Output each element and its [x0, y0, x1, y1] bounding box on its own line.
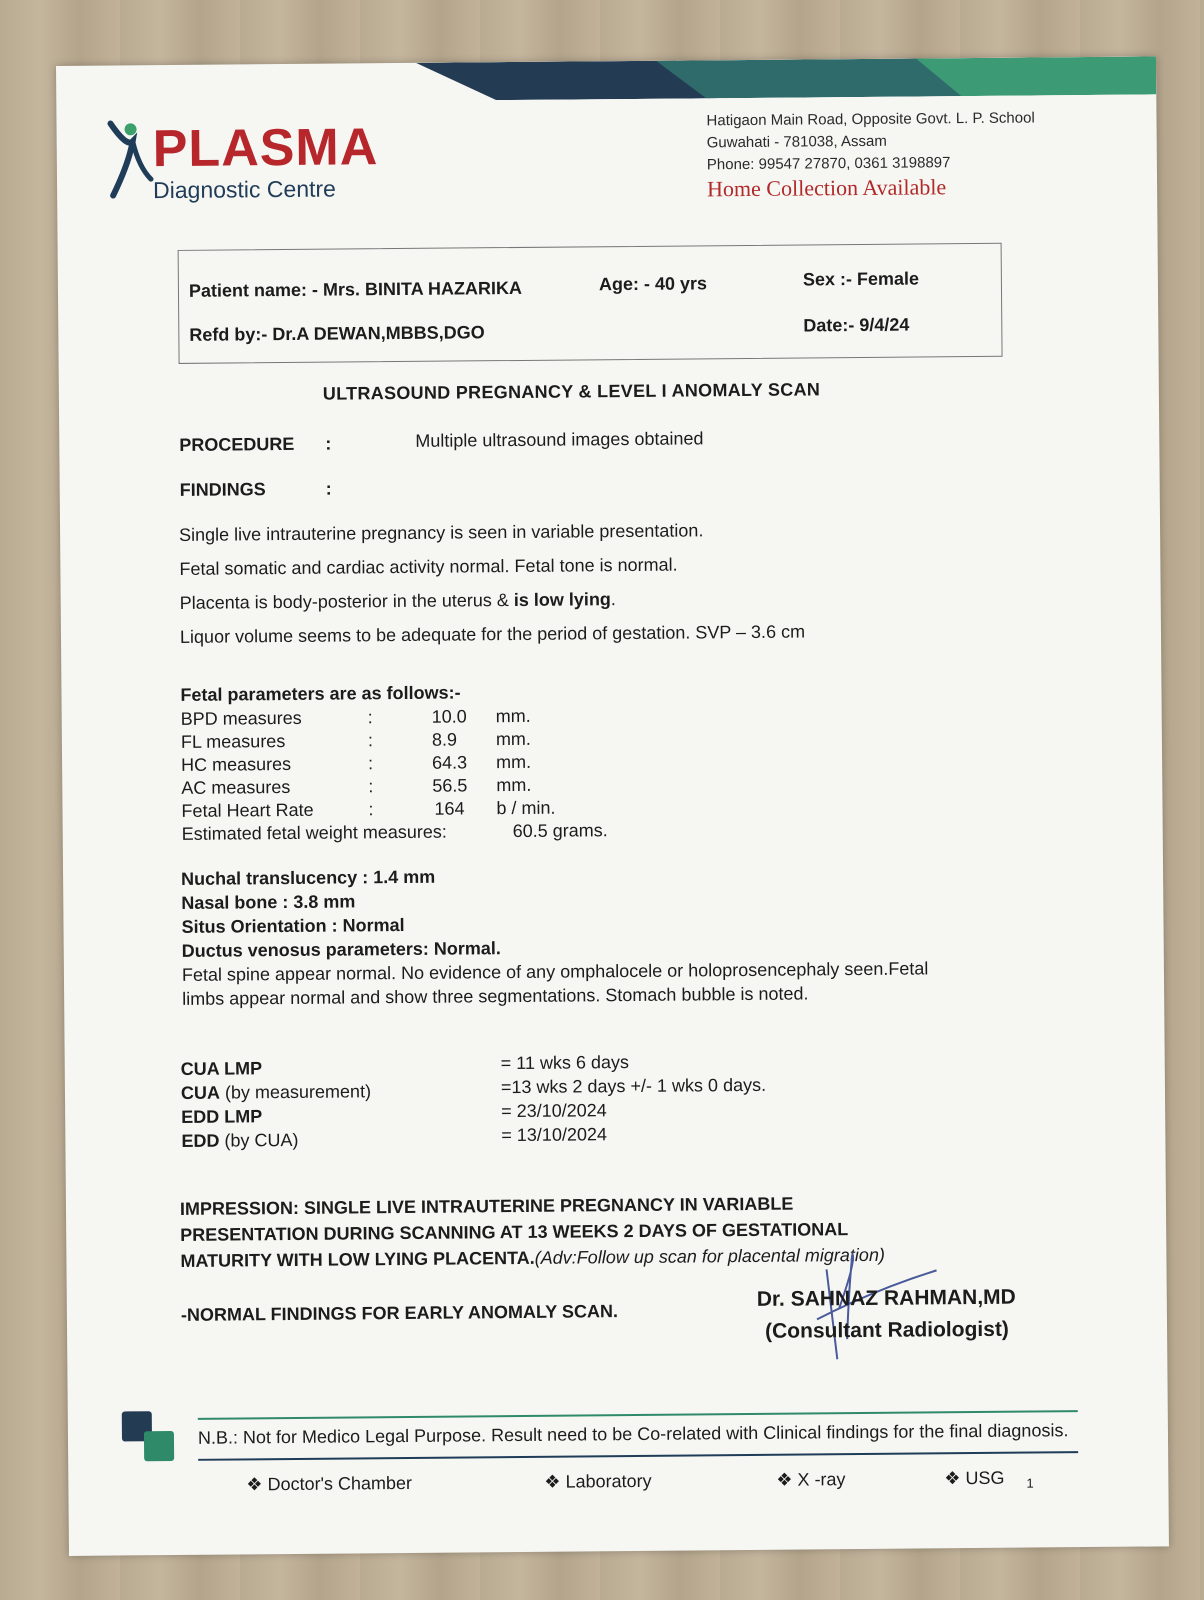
impression-line-3	[180, 1245, 885, 1272]
param-value: 164	[434, 798, 465, 819]
date-label-bold: EDD	[181, 1130, 220, 1151]
period-text: .	[610, 589, 616, 610]
service-label: Laboratory	[565, 1470, 652, 1492]
signature-block	[757, 1286, 1016, 1344]
patient-sex: Sex :- Female	[802, 268, 920, 290]
finding-line: Fetal somatic and cardiac activity normal. Fetal tone is normal.	[179, 554, 678, 579]
doctor-role: (Consultant Radiologist)	[764, 1317, 1009, 1343]
param-value: 10.0	[431, 706, 467, 727]
param-colon: :	[368, 799, 374, 820]
param-name: HC measures	[181, 753, 292, 775]
date-label	[181, 1106, 262, 1128]
plasma-logo	[106, 115, 407, 208]
finding-line: Liquor volume seems to be adequate for the period of gestation. SVP – 3.6 cm	[179, 621, 806, 647]
logo-figure-icon	[106, 117, 157, 201]
date-value: = 13/10/2024	[501, 1124, 608, 1146]
doctor-name: Dr. SAHNAZ RAHMAN,MD	[756, 1285, 1016, 1311]
address-block	[706, 107, 1035, 200]
service-label: Doctor's Chamber	[267, 1472, 413, 1495]
footer-logo-square-green	[144, 1431, 174, 1461]
param-value: 56.5	[432, 775, 468, 796]
patient-info-box	[178, 243, 1003, 364]
referred-by: Refd by:- Dr.A DEWAN,MBBS,DGO	[189, 322, 485, 345]
impression-line-2: PRESENTATION DURING SCANNING AT 13 WEEKS 2 DAYS OF GESTATIONAL	[180, 1219, 849, 1245]
procedure-value: Multiple ultrasound images obtained	[415, 428, 704, 451]
param-name: AC measures	[181, 776, 291, 798]
param-value: 8.9	[431, 729, 458, 750]
param-colon: :	[368, 753, 374, 774]
nuchal-translucency: Nuchal translucency : 1.4 mm	[181, 866, 436, 889]
service-xray: ❖ X -ray	[776, 1469, 846, 1490]
efw-value: 60.5 grams.	[512, 820, 608, 842]
date-value: = 11 wks 6 days	[500, 1052, 630, 1074]
date-label	[181, 1058, 263, 1080]
date-label	[181, 1081, 371, 1104]
brand-name: PLASMA	[152, 118, 379, 179]
service-doctors-chamber: ❖ Doctor's Chamber	[246, 1472, 413, 1495]
date-label	[181, 1130, 298, 1152]
spine-line-2: limbs appear normal and show three segmentations. Stomach bubble is noted.	[182, 983, 809, 1009]
service-laboratory: ❖ Laboratory	[544, 1470, 652, 1492]
param-unit: mm.	[496, 774, 532, 796]
patient-name: Patient name: - Mrs. BINITA HAZARIKA	[188, 277, 523, 301]
footer-line-bottom	[198, 1451, 1078, 1461]
report-date: Date:- 9/4/24	[803, 314, 910, 336]
param-name: Fetal Heart Rate	[181, 799, 314, 821]
param-value: 64.3	[432, 752, 468, 773]
patient-age: Age: - 40 yrs	[598, 273, 708, 295]
param-colon: :	[368, 776, 374, 797]
fetal-params-title: Fetal parameters are as follows:-	[180, 682, 461, 705]
phone-line: Phone: 99547 27870, 0361 3198897	[706, 154, 951, 174]
impression-bold: MATURITY WITH LOW LYING PLACENTA.	[180, 1247, 535, 1271]
param-unit: mm.	[496, 751, 532, 773]
home-collection: Home Collection Available	[706, 174, 947, 202]
report-paper	[56, 56, 1169, 1556]
footer-disclaimer: N.B.: Not for Medico Legal Purpose. Result need to be Co-related with Clinical findings for the final diagnosis.	[197, 1420, 1069, 1448]
date-label-bold: CUA LMP	[180, 1058, 263, 1079]
address-line-2: Guwahati - 781038, Assam	[706, 132, 887, 152]
findings-label: FINDINGS	[179, 479, 266, 500]
param-colon: :	[367, 730, 373, 751]
report-title: ULTRASOUND PREGNANCY & LEVEL I ANOMALY SCAN	[322, 379, 821, 404]
impression-advice: (Adv:Follow up scan for placental migration)	[534, 1244, 885, 1268]
date-label-rest: (by measurement)	[219, 1081, 372, 1103]
param-colon: :	[367, 707, 373, 728]
footer-line-top	[198, 1410, 1078, 1420]
date-label-bold: EDD LMP	[181, 1106, 263, 1127]
date-label-bold: CUA	[180, 1082, 221, 1103]
normal-findings: -NORMAL FINDINGS FOR EARLY ANOMALY SCAN.	[180, 1301, 619, 1325]
service-usg: ❖ USG	[944, 1467, 1005, 1489]
situs-orientation: Situs Orientation : Normal	[181, 914, 405, 937]
param-name: FL measures	[180, 731, 286, 752]
date-value: =13 wks 2 days +/- 1 wks 0 days.	[500, 1074, 767, 1098]
nasal-bone: Nasal bone : 3.8 mm	[181, 891, 356, 913]
procedure-colon: :	[325, 433, 332, 454]
procedure-label: PROCEDURE	[179, 433, 295, 455]
date-value: = 23/10/2024	[501, 1100, 607, 1122]
brand-subtitle: Diagnostic Centre	[152, 175, 337, 204]
placenta-text: Placenta is body-posterior in the uterus &	[179, 590, 514, 613]
finding-line: Single live intrauterine pregnancy is seen in variable presentation.	[179, 520, 704, 545]
page-mark: 1	[1026, 1475, 1034, 1491]
param-unit: b / min.	[496, 797, 556, 819]
param-unit: mm.	[495, 705, 531, 727]
spine-line-1: Fetal spine appear normal. No evidence of any omphalocele or holoprosencephaly seen.Fetal	[181, 958, 929, 985]
efw-label: Estimated fetal weight measures:	[181, 821, 447, 844]
ductus-venosus: Ductus venosus parameters: Normal.	[181, 938, 501, 961]
service-label: USG	[965, 1467, 1005, 1489]
date-label-rest: (by CUA)	[219, 1129, 299, 1151]
param-name: BPD measures	[180, 707, 302, 729]
impression-line-1: IMPRESSION: SINGLE LIVE INTRAUTERINE PREGNANCY IN VARIABLE	[179, 1193, 794, 1219]
low-lying-text: is low lying	[513, 589, 611, 611]
service-label: X -ray	[797, 1469, 846, 1490]
header-color-band	[416, 56, 1156, 100]
finding-line	[180, 589, 616, 614]
param-unit: mm.	[495, 728, 531, 750]
findings-colon: :	[325, 478, 332, 499]
address-line-1: Hatigaon Main Road, Opposite Govt. L. P. School	[706, 109, 1035, 130]
